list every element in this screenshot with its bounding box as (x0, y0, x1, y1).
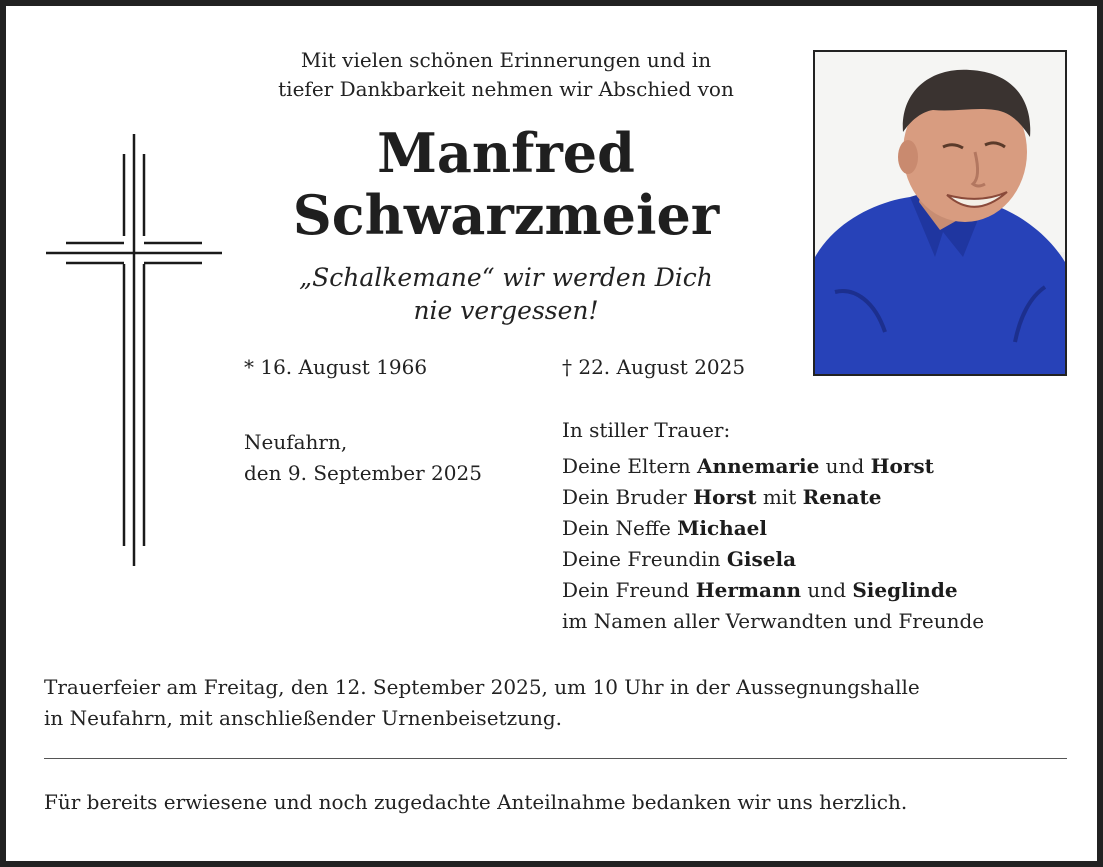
mourner-lines (562, 451, 984, 637)
mourner-line (562, 513, 984, 544)
place-and-date (244, 427, 482, 489)
service-line-1: Trauerfeier am Freitag, den 12. September 2025, um 10 Uhr in der Aussegnungshalle (44, 675, 920, 699)
mourner-relation-text: mit (756, 485, 803, 509)
mourner-name: Annemarie (697, 454, 820, 478)
mourner-line (562, 482, 984, 513)
mourner-relation-text: Dein Neffe (562, 516, 678, 540)
mourner-line (562, 544, 984, 575)
mourner-relation-text: und (801, 578, 853, 602)
mourner-name: Gisela (726, 547, 797, 571)
cross-icon-drawing (42, 132, 226, 570)
mourner-line (562, 451, 984, 482)
mourner-relation-text: Dein Bruder (562, 485, 694, 509)
mourner-line (562, 575, 984, 606)
intro-line-2: tiefer Dankbarkeit nehmen wir Abschied von (278, 77, 734, 101)
last-name: Schwarzmeier (292, 183, 720, 247)
portrait-photo-drawing (815, 52, 1065, 374)
mourner-name: Renate (802, 485, 882, 509)
funeral-service-info (44, 672, 1074, 734)
motto (206, 261, 806, 327)
birth-date: * 16. August 1966 (244, 355, 428, 379)
cross-icon (42, 132, 226, 574)
motto-line-2: nie vergessen! (413, 296, 599, 325)
deceased-name (206, 122, 806, 246)
place-line-2: den 9. September 2025 (244, 461, 482, 485)
mourner-relation-text: und (819, 454, 871, 478)
portrait-photo (813, 50, 1067, 376)
mourner-name: Hermann (695, 578, 802, 602)
intro-text (206, 46, 806, 104)
mourners-list (562, 415, 984, 637)
death-date: † 22. August 2025 (562, 355, 746, 379)
place-line-1: Neufahrn, (244, 430, 348, 454)
mourner-name: Horst (870, 454, 934, 478)
mourner-name: Horst (693, 485, 757, 509)
motto-line-1: „Schalkemane“ wir werden Dich (299, 263, 713, 292)
mourner-relation-text: Deine Freundin (562, 547, 727, 571)
mourner-relation-text: im Namen aller Verwandten und Freunde (562, 609, 985, 633)
mourner-relation-text: Dein Freund (562, 578, 696, 602)
mourner-name: Michael (677, 516, 767, 540)
mourner-relation-text: Deine Eltern (562, 454, 698, 478)
mourner-line (562, 606, 984, 637)
divider (44, 758, 1067, 759)
mourners-heading: In stiller Trauer: (562, 418, 731, 442)
thanks-text: Für bereits erwiesene und noch zugedachte Anteilnahme bedanken wir uns herzlich. (44, 790, 908, 814)
service-line-2: in Neufahrn, mit anschließender Urnenbeisetzung. (44, 706, 563, 730)
mourner-name: Sieglinde (852, 578, 958, 602)
first-name: Manfred (377, 121, 635, 185)
intro-line-1: Mit vielen schönen Erinnerungen und in (300, 48, 712, 72)
